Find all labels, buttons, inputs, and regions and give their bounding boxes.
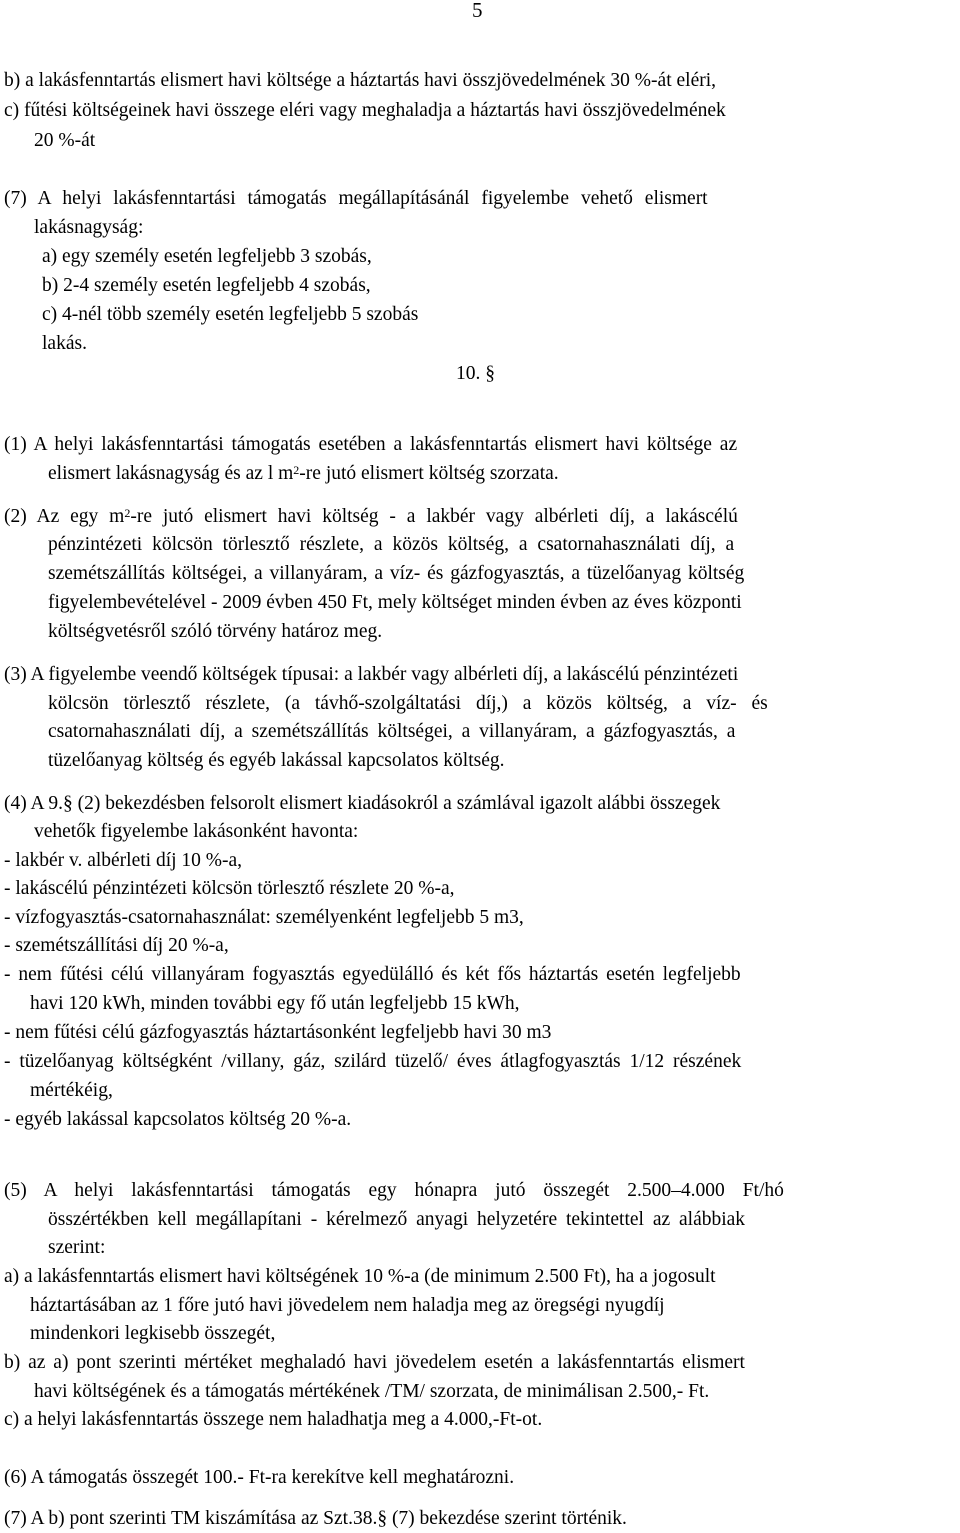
sec-4-bullet-8: - egyéb lakással kapcsolatos költség 20 %-a. xyxy=(4,1109,352,1130)
sec-6: (6) A támogatás összegét 100.- Ft-ra kerekítve kell meghatározni. xyxy=(4,1467,515,1488)
sec-4-bullet-7: - tüzelőanyag költségként /villany, gáz, szilárd tüzelő/ éves átlagfogyasztás 1/12 részének xyxy=(4,1051,742,1072)
sec-2-text-a: (2) Az egy m xyxy=(4,506,125,527)
sec-5-line-2: összértékben kell megállapítani - kérelmező anyagi helyzetére tekintettel az alábbiak xyxy=(48,1209,746,1230)
sec-4-bullet-5-cont: havi 120 kWh, minden további egy fő után legfeljebb 15 kWh, xyxy=(30,993,520,1014)
sec-4-bullet-3: - vízfogyasztás-csatornahasználat: személyenként legfeljebb 5 m3, xyxy=(4,907,524,928)
superscript: 2 xyxy=(293,463,300,477)
item-c-continuation: 20 %-át xyxy=(34,130,96,151)
item-b-line: b) a lakásfenntartás elismert havi költsége a háztartás havi összjövedelmének 30 %-át eléri, xyxy=(4,70,717,91)
sec-2-line-5: költségvetésről szóló törvény határoz meg. xyxy=(48,621,383,642)
sec-1-text-b: -re jutó elismert költség szorzata. xyxy=(299,463,559,484)
para-7-item-b: b) 2-4 személy esetén legfeljebb 4 szobás, xyxy=(42,275,371,296)
sec-3-line-1: (3) A figyelembe veendő költségek típusai: a lakbér vagy albérleti díj, a lakáscélú pénzintézeti xyxy=(4,664,739,685)
para-7-lakas: lakás. xyxy=(42,333,87,354)
para-7-line-2: lakásnagyság: xyxy=(34,217,144,238)
item-c-line: c) fűtési költségeinek havi összege eléri vagy meghaladja a háztartás havi összjövedelmének xyxy=(4,100,726,121)
sec-2-line-1 xyxy=(4,505,738,528)
sec-4-line-1: (4) A 9.§ (2) bekezdésben felsorolt elismert kiadásokról a számlával igazolt alábbi összegek xyxy=(4,793,721,814)
sec-4-bullet-6: - nem fűtési célú gázfogyasztás háztartásonként legfeljebb havi 30 m3 xyxy=(4,1022,552,1043)
sec-3-line-3: csatornahasználati díj, a szemétszállítás költségei, a villanyáram, a gázfogyasztás, a xyxy=(48,721,736,742)
sec-4-bullet-5: - nem fűtési célú villanyáram fogyasztás egyedülálló és két fős háztartás esetén legfeljebb xyxy=(4,964,741,985)
sec-7: (7) A b) pont szerinti TM kiszámítása az Szt.38.§ (7) bekezdése szerint történik. xyxy=(4,1508,627,1529)
para-7-item-a: a) egy személy esetén legfeljebb 3 szobás, xyxy=(42,246,372,267)
sec-1-line-1: (1) A helyi lakásfenntartási támogatás esetében a lakásfenntartás elismert havi költsége az xyxy=(4,434,738,455)
sec-5-item-a: a) a lakásfenntartás elismert havi költségének 10 %-a (de minimum 2.500 Ft), ha a jogosult xyxy=(4,1266,716,1287)
para-7-item-c: c) 4-nél több személy esetén legfeljebb 5 szobás xyxy=(42,304,419,325)
sec-5-item-c: c) a helyi lakásfenntartás összege nem haladhatja meg a 4.000,-Ft-ot. xyxy=(4,1409,543,1430)
superscript: 2 xyxy=(124,506,131,520)
sec-1-line-2 xyxy=(48,462,559,485)
sec-5-item-b: b) az a) pont szerinti mértéket meghaladó havi jövedelem esetén a lakásfenntartás elismert xyxy=(4,1352,745,1373)
sec-4-bullet-2: - lakáscélú pénzintézeti kölcsön törlesztő részlete 20 %-a, xyxy=(4,878,455,899)
sec-4-bullet-4: - szemétszállítási díj 20 %-a, xyxy=(4,935,229,956)
sec-3-line-4: tüzelőanyag költség és egyéb lakással kapcsolatos költség. xyxy=(48,750,505,771)
sec-4-line-2: vehetők figyelembe lakásonként havonta: xyxy=(34,821,359,842)
page-number: 5 xyxy=(472,0,483,22)
para-7-line-1 xyxy=(4,187,956,210)
sec-5-item-a-cont-1: háztartásában az 1 főre jutó havi jövedelem nem haladja meg az öregségi nyugdíj xyxy=(30,1295,665,1316)
sec-5-item-a-cont-2: mindenkori legkisebb összegét, xyxy=(30,1323,276,1344)
para-7-text: (7) A helyi lakásfenntartási támogatás megállapításánál figyelembe vehető elismert xyxy=(4,188,708,209)
sec-4-bullet-1: - lakbér v. albérleti díj 10 %-a, xyxy=(4,850,243,871)
sec-2-text-b: -re jutó elismert havi költség - a lakbér vagy albérleti díj, a lakáscélú xyxy=(130,506,738,527)
sec-4-bullet-7-cont: mértékéig, xyxy=(30,1080,113,1101)
sec-2-line-4: figyelembevételével - 2009 évben 450 Ft, mely költséget minden évben az éves központi xyxy=(48,592,742,613)
sec-2-line-3: szemétszállítás költségei, a villanyáram, a víz- és gázfogyasztás, a tüzelőanyag költség xyxy=(48,563,745,584)
sec-5-line-3: szerint: xyxy=(48,1237,106,1258)
section-heading: 10. § xyxy=(456,363,495,384)
sec-5-item-b-cont: havi költségének és a támogatás mértékének /TM/ szorzata, de minimálisan 2.500,- Ft. xyxy=(34,1381,710,1402)
sec-2-line-2: pénzintézeti kölcsön törlesztő részlete, a közös költség, a csatornahasználati díj, a xyxy=(48,534,735,555)
sec-1-text-a: elismert lakásnagyság és az l m xyxy=(48,463,294,484)
sec-3-line-2: kölcsön törlesztő részlete, (a távhő-szolgáltatási díj,) a közös költség, a víz- és xyxy=(48,693,768,714)
sec-5-line-1: (5) A helyi lakásfenntartási támogatás egy hónapra jutó összegét 2.500–4.000 Ft/hó xyxy=(4,1180,784,1201)
